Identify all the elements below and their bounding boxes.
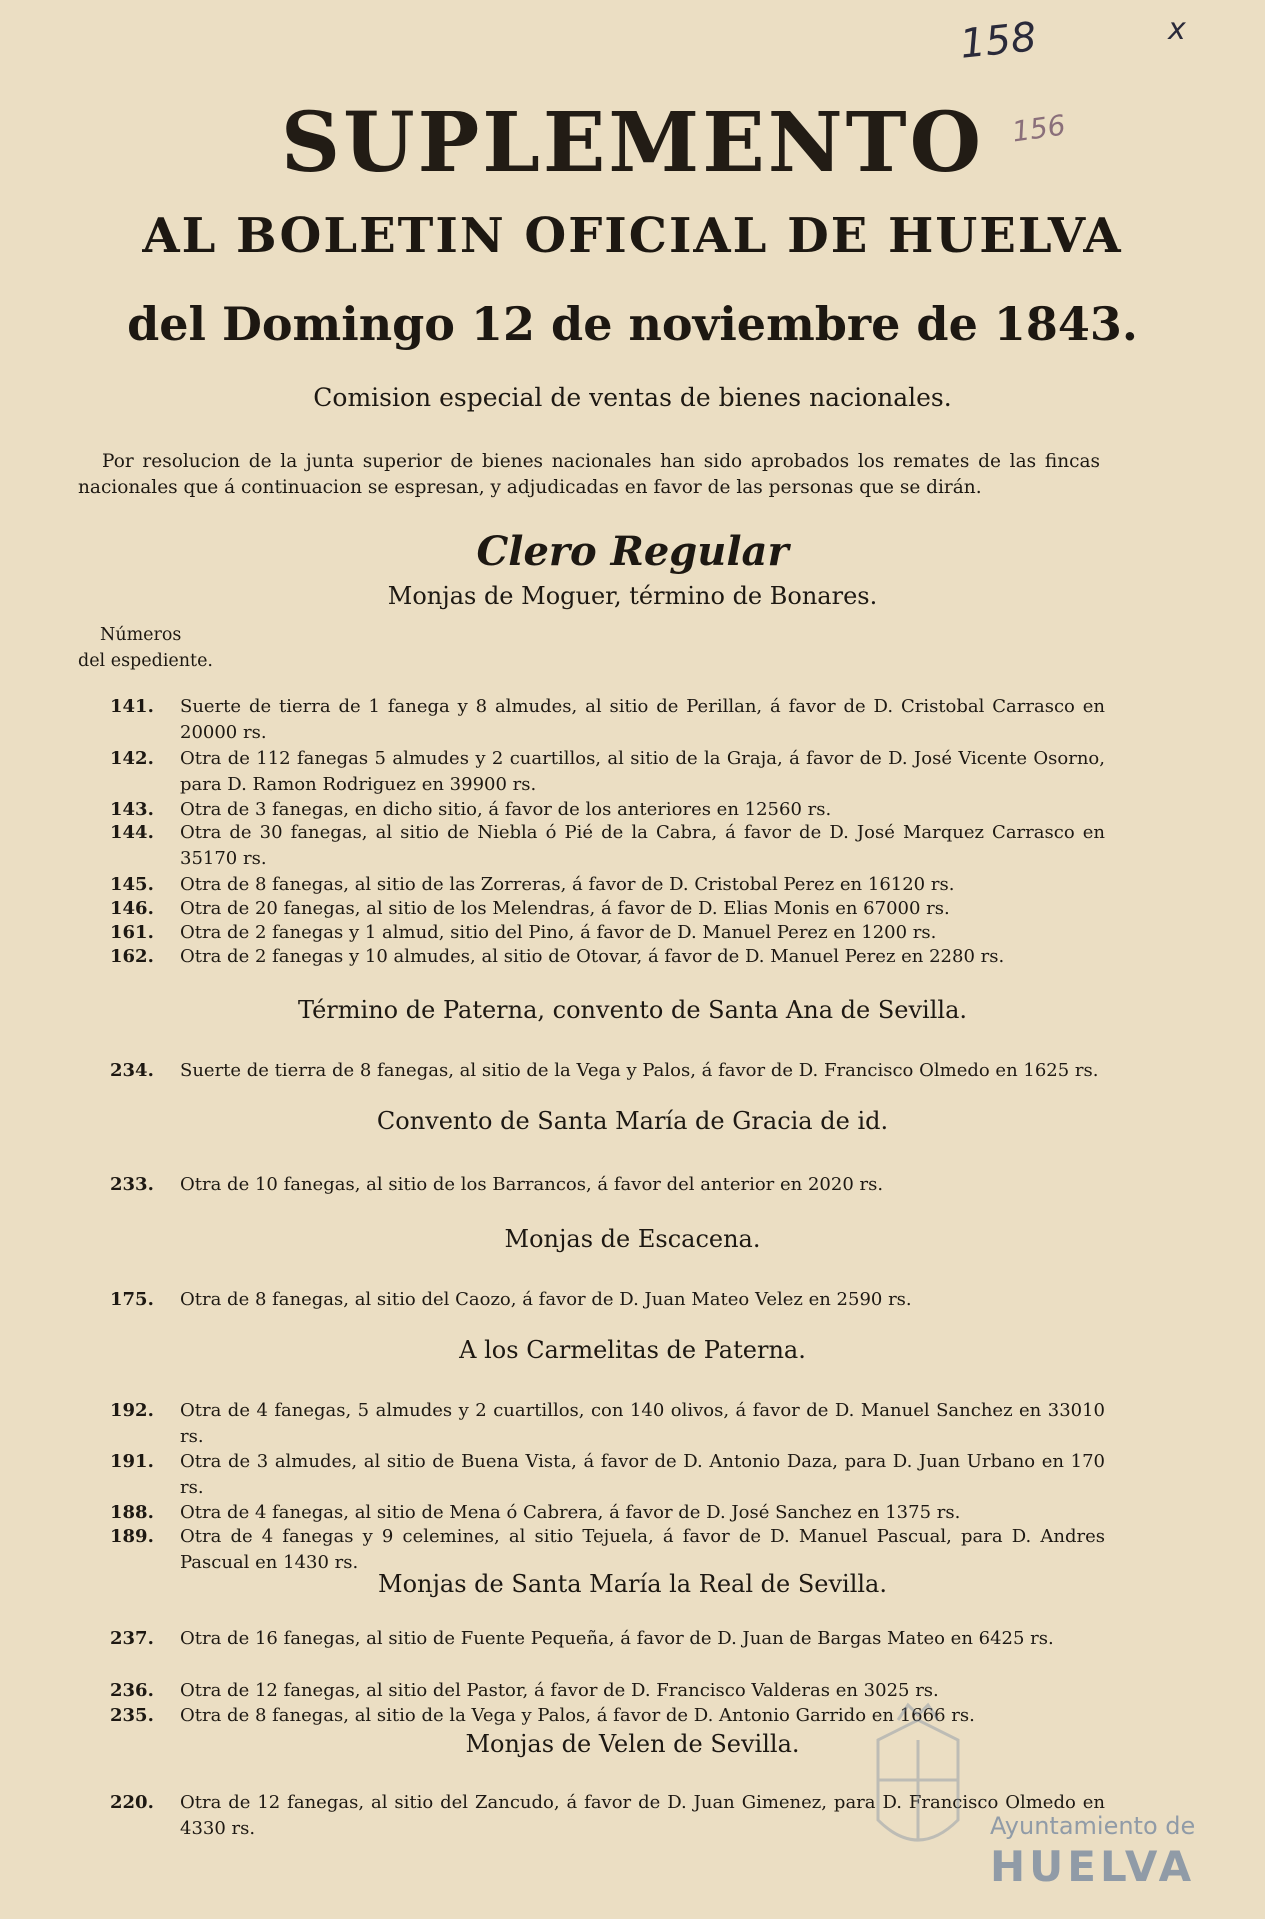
entry-number: 234. xyxy=(110,1060,154,1081)
entry xyxy=(110,1287,1105,1313)
entry-number: 189. xyxy=(110,1526,154,1547)
entry-number: 236. xyxy=(110,1680,154,1701)
entry xyxy=(110,1058,1105,1084)
entry xyxy=(110,820,1105,872)
entry xyxy=(110,1449,1105,1501)
entry-text: Otra de 8 fanegas, al sitio de la Vega y Palos, á favor de D. Antonio Garrido en 1666 rs. xyxy=(180,1705,975,1726)
subsection-moguer: Monjas de Moguer, término de Bonares. xyxy=(387,582,878,610)
entry-text: Suerte de tierra de 1 fanega y 8 almudes, al sitio de Perillan, á favor de D. Cristobal Carrasco en 20000 rs. xyxy=(180,696,1105,743)
watermark-line2: HUELVA xyxy=(990,1842,1196,1891)
section-heading-santa-maria-real: Monjas de Santa María la Real de Sevilla. xyxy=(378,1570,887,1598)
entry-number: 144. xyxy=(110,822,154,843)
entry-text: Otra de 3 almudes, al sitio de Buena Vista, á favor de D. Antonio Daza, para D. Juan Urbano en 170 rs. xyxy=(180,1451,1105,1498)
entry-number: 220. xyxy=(110,1792,154,1813)
entry-text: Otra de 4 fanegas, al sitio de Mena ó Cabrera, á favor de D. José Sanchez en 1375 rs. xyxy=(180,1502,961,1523)
entry-number: 235. xyxy=(110,1705,154,1726)
document-subtitle: AL BOLETIN OFICIAL DE HUELVA xyxy=(142,208,1123,264)
numbers-label-line1: Números xyxy=(100,625,182,645)
intro-paragraph: Por resolucion de la junta superior de bienes nacionales han sido aprobados los remates de las fincas nacionales que á continuacion se espresan, y adjudicadas en favor de las personas que se dirán. xyxy=(78,451,1100,498)
entry-text: Otra de 30 fanegas, al sitio de Niebla ó Pié de la Cabra, á favor de D. José Marquez Carrasco en 35170 rs. xyxy=(180,822,1105,869)
entry xyxy=(110,1172,1105,1198)
entry-text: Otra de 2 fanegas y 1 almud, sitio del Pino, á favor de D. Manuel Perez en 1200 rs. xyxy=(180,922,937,943)
entry-text: Otra de 112 fanegas 5 almudes y 2 cuartillos, al sitio de la Graja, á favor de D. José Vicente Osorno, para D. Ramon Rodriguez en 39900 rs. xyxy=(180,748,1105,795)
entry xyxy=(110,872,1105,898)
entry-text: Otra de 8 fanegas, al sitio del Caozo, á favor de D. Juan Mateo Velez en 2590 rs. xyxy=(180,1289,912,1310)
entry-number: 142. xyxy=(110,748,154,769)
entry-number: 143. xyxy=(110,799,154,820)
entry-number: 146. xyxy=(110,898,154,919)
entry-text: Otra de 10 fanegas, al sitio de los Barrancos, á favor del anterior en 2020 rs. xyxy=(180,1174,884,1195)
entry-text: Otra de 4 fanegas y 9 celemines, al sitio Tejuela, á favor de D. Manuel Pascual, para D. Andres Pascual en 1430 rs. xyxy=(180,1526,1105,1573)
entry xyxy=(110,694,1105,746)
numbers-label-line2: del espediente. xyxy=(78,651,213,671)
entry-text: Otra de 12 fanegas, al sitio del Pastor, á favor de D. Francisco Valderas en 3025 rs. xyxy=(180,1680,939,1701)
entry-number: 191. xyxy=(110,1451,154,1472)
section-heading-velen: Monjas de Velen de Sevilla. xyxy=(465,1730,800,1758)
entry-text: Otra de 12 fanegas, al sitio del Zancudo, á favor de D. Juan Gimenez, para D. Francisco Olmedo en 4330 rs. xyxy=(180,1792,1105,1839)
entry xyxy=(110,896,1105,922)
corner-mark: x xyxy=(1168,12,1186,47)
watermark-line1: Ayuntamiento de xyxy=(990,1812,1196,1840)
section-heading-santa-maria-gracia: Convento de Santa María de Gracia de id. xyxy=(376,1107,889,1135)
document-title: SUPLEMENTO xyxy=(280,95,985,191)
entry xyxy=(110,920,1105,946)
entry-text: Otra de 8 fanegas, al sitio de las Zorreras, á favor de D. Cristobal Perez en 16120 rs. xyxy=(180,874,955,895)
section-heading-carmelitas: A los Carmelitas de Paterna. xyxy=(459,1336,806,1364)
entry-number: 233. xyxy=(110,1174,154,1195)
entry-number: 237. xyxy=(110,1628,154,1649)
entry-text: Otra de 2 fanegas y 10 almudes, al sitio de Otovar, á favor de D. Manuel Perez en 2280 rs. xyxy=(180,946,1005,967)
section-heading-paterna: Término de Paterna, convento de Santa Ana de Sevilla. xyxy=(297,996,968,1024)
section-heading-escacena: Monjas de Escacena. xyxy=(504,1225,761,1253)
entry xyxy=(110,1626,1105,1652)
entry-text: Otra de 4 fanegas, 5 almudes y 2 cuartillos, con 140 olivos, á favor de D. Manuel Sanchez en 33010 rs. xyxy=(180,1400,1105,1447)
entry-text: Otra de 3 fanegas, en dicho sitio, á favor de los anteriores en 12560 rs. xyxy=(180,799,832,820)
numbers-column-label xyxy=(78,622,213,674)
entry-text: Suerte de tierra de 8 fanegas, al sitio de la Vega y Palos, á favor de D. Francisco Olmedo en 1625 rs. xyxy=(180,1060,1099,1081)
entry-number: 145. xyxy=(110,874,154,895)
entry-text: Otra de 20 fanegas, al sitio de los Melendras, á favor de D. Elias Monis en 67000 rs. xyxy=(180,898,950,919)
entry-number: 175. xyxy=(110,1289,154,1310)
entry-text: Otra de 16 fanegas, al sitio de Fuente Pequeña, á favor de D. Juan de Bargas Mateo en 6425 rs. xyxy=(180,1628,1054,1649)
old-folio-annotation: 156 xyxy=(1009,108,1068,149)
section-title-clero: Clero Regular xyxy=(476,528,789,575)
entry-number: 161. xyxy=(110,922,154,943)
entry xyxy=(110,1398,1105,1450)
entry xyxy=(110,1500,1105,1526)
entry-number: 141. xyxy=(110,696,154,717)
entry-number: 162. xyxy=(110,946,154,967)
entry xyxy=(110,1524,1105,1576)
entry xyxy=(110,746,1105,798)
entry-number: 188. xyxy=(110,1502,154,1523)
document-date: del Domingo 12 de noviembre de 1843. xyxy=(127,297,1138,351)
folio-annotation: 158 xyxy=(957,14,1039,68)
commission-heading: Comision especial de ventas de bienes nacionales. xyxy=(313,383,952,412)
entry-number: 192. xyxy=(110,1400,154,1421)
entry xyxy=(110,944,1105,970)
